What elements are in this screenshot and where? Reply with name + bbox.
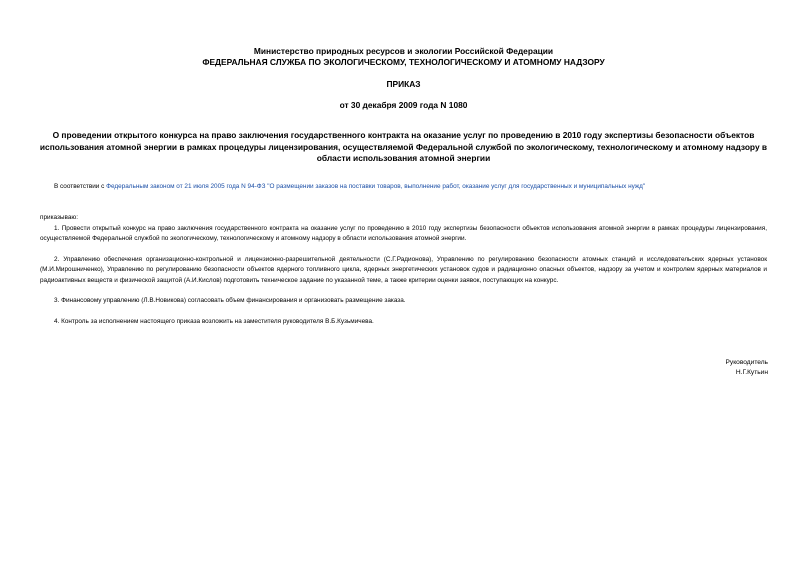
signature-position: Руководитель bbox=[725, 359, 768, 366]
order-item-1: 1. Провести открытый конкурс на право заключения государственного контракта на оказание услуг по проведению в 2010 году экспертизы безопасности объектов использования атомной энергии в рамках процедуры лицензирования, осуществляемой Федеральной службой по экологическому, технологическому и атомному надзору в области использования атомной энергии. bbox=[40, 225, 767, 243]
order-item-3: 3. Финансовому управлению (Л.В.Новикова) согласовать объем финансирования и организовать размещение заказа. bbox=[54, 297, 406, 304]
signature-name: Н.Г.Кутьин bbox=[735, 369, 768, 376]
order-item-4: 4. Контроль за исполнением настоящего приказа возложить на заместителя руководителя В.Б.Кузьмичева. bbox=[54, 318, 374, 325]
legal-basis bbox=[40, 182, 767, 192]
legal-basis-prefix: В соответствии с bbox=[54, 183, 107, 190]
document-title: О проведении открытого конкурса на право заключения государственного контракта на оказание услуг по проведению в 2010 году экспертизы безопасности объектов использования атомной энергии в рамках процедуры лицензирования, осуществляемой Федеральной службой по экологическому, технологическому и атомному надзору в области использования атомной энергии bbox=[39, 130, 768, 163]
federal-law-link[interactable]: Федеральным законом от 21 июля 2005 года N 94-ФЗ "О размещении заказов на поставки товаров, выполнение работ, оказание услуг для государственных и муниципальных нужд" bbox=[106, 183, 646, 190]
document-type: ПРИКАЗ bbox=[386, 79, 421, 89]
document-date-number: от 30 декабря 2009 года N 1080 bbox=[339, 100, 468, 110]
service-name: ФЕДЕРАЛЬНАЯ СЛУЖБА ПО ЭКОЛОГИЧЕСКОМУ, ТЕХНОЛОГИЧЕСКОМУ И АТОМНОМУ НАДЗОРУ bbox=[202, 57, 605, 67]
ministry-name: Министерство природных ресурсов и экологии Российской Федерации bbox=[253, 46, 554, 56]
order-word: приказываю: bbox=[40, 214, 78, 221]
order-item-2: 2. Управлению обеспечения организационно-контрольной и лицензионно-разрешительной деятельности (С.Г.Радионова), Управлению по регулированию безопасности атомных станций и исследовательских ядерных установок (М.И.Мирошниченко), Управлению по регулированию безопасности объектов ядерного топливного цикла, ядерных энергетических установок судов и радиационно опасных объектов, надзору за учетом и контролем ядерных материалов и радиоактивных веществ и физической защитой (А.И.Кислов) подготовить техническое задание по указанной теме, а также критерии оценки заявок, поступающих на конкурс. bbox=[40, 256, 767, 284]
